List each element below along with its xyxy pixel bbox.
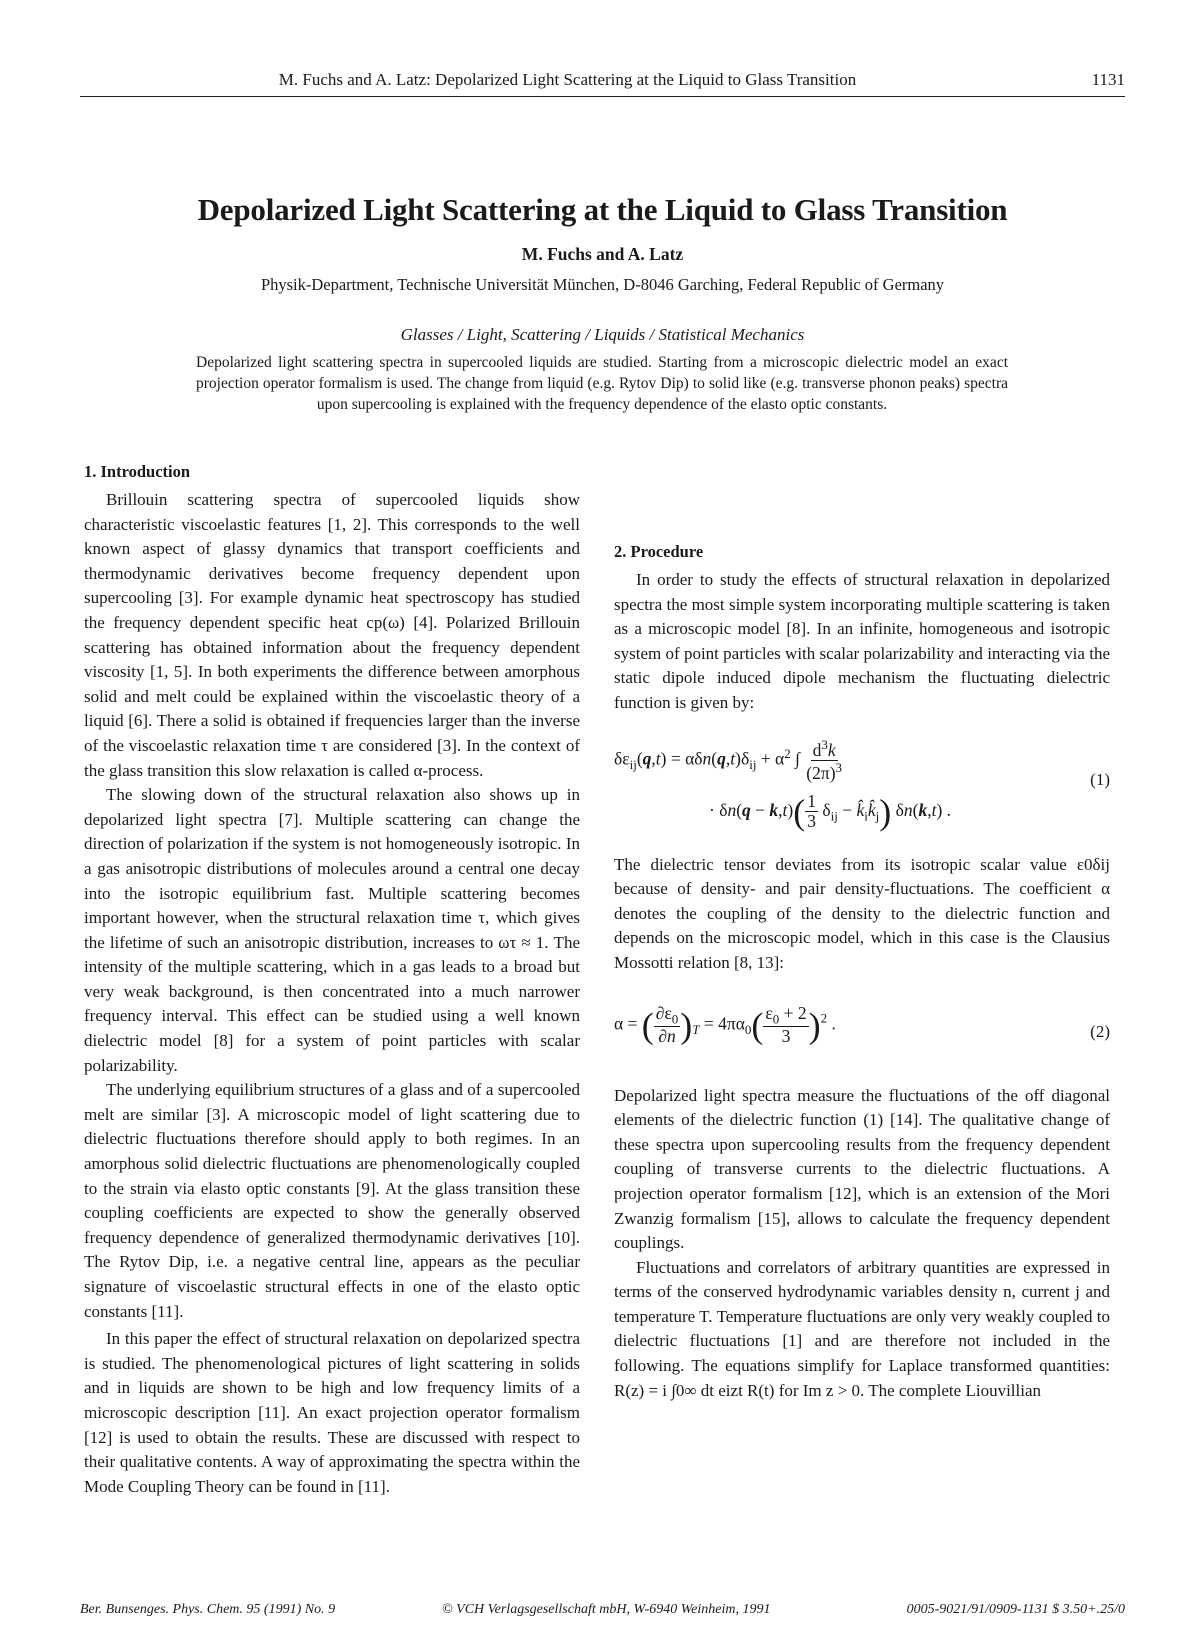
- keywords: Glasses / Light, Scattering / Liquids / Statistical Mechanics: [400, 325, 805, 344]
- intro-paragraph-3: The underlying equilibrium structures of a glass and of a supercooled melt are similar [3]. A microscopic model of light scattering due to dielectric fluctuations therefore should apply to both regimes. In an amorphous solid dielectric fluctuations are phenomenologically coupled to the strain via elasto optic constants [9]. At the glass transition these coupling coefficients are expected to show the generally observed frequency dependence of generalized thermodynamic derivatives [10]. The Rytov Dip, i.e. a negative central line, appears as the peculiar signature of viscoelastic structural effects in one of the elasto optic constants [11].: [84, 1080, 580, 1321]
- footer-code: 0005-9021/91/0909-1131 $ 3.50+.25/0: [906, 1602, 1125, 1617]
- intro-paragraph-4: In this paper the effect of structural relaxation on depolarized spectra is studied. The phenomenological pictures of light scattering in solids and in liquids are shown to be high and low frequency limits of a microscopic description [11]. An exact projection operator formalism [12] is used to obtain the results. These are discussed with respect to their qualitative contents. A way of approximating the spectra within the Mode Coupling Theory can be found in [11].: [84, 1329, 580, 1496]
- footer-journal: Ber. Bunsenges. Phys. Chem. 95 (1991) No. 9: [80, 1602, 336, 1617]
- affiliation: Physik-Department, Technische Universität München, D-8046 Garching, Federal Republic of Germany: [260, 275, 945, 294]
- section-heading-introduction: 1. Introduction: [84, 462, 191, 481]
- footer-publisher: © VCH Verlagsgesellschaft mbH, W-6940 Weinheim, 1991: [442, 1602, 771, 1617]
- procedure-paragraph-3: Depolarized light spectra measure the fluctuations of the off diagonal elements of the dielectric function (1) [14]. The qualitative change of these spectra upon supercooling results from the frequency dependent coupling of transverse currents to the dielectric fluctuations. A projection operator formalism [12], which is an extension of the Mori Zwanzig formalism [15], allows to calculate the frequency dependent couplings.: [614, 1085, 1110, 1253]
- equation-2: [614, 976, 1110, 1084]
- intro-paragraph-1: Brillouin scattering spectra of supercooled liquids show characteristic viscoelastic features [1, 2]. This corresponds to the well known aspect of glassy dynamics that transport coefficients and thermodynamic derivatives become frequency dependent upon supercooling [3]. For example dynamic heat spectroscopy has studied the frequency dependent specific heat cp(ω) [4]. Polarized Brillouin scattering has obtained information about the frequency dependent viscosity [1, 5]. In both experiments the difference between amorphous solid and melt could be explained within the viscoelastic theory of a liquid [6]. There a solid is obtained if frequencies larger than the inverse of the viscoelastic relaxation time τ are considered [3]. In the context of the glass transition this slow relaxation is called α-process.: [84, 490, 580, 780]
- running-head-title: M. Fuchs and A. Latz: Depolarized Light Scattering at the Liquid to Glass Transition: [278, 70, 857, 89]
- authors: M. Fuchs and A. Latz: [521, 244, 684, 264]
- page-number: 1131: [1091, 70, 1125, 89]
- procedure-paragraph-1: In order to study the effects of structural relaxation in depolarized spectra the most simple system incorporating multiple scattering is taken as a microscopic model [8]. In an infinite, homogeneous and isotropic system of point particles with scalar polarizability and interacting via the static dipole induced dipole mechanism the fluctuating dielectric function is given by:: [614, 570, 1110, 712]
- procedure-paragraph-2: The dielectric tensor deviates from its isotropic scalar value ε0δij because of density- and pair density-fluctuations. The coefficient α denotes the coupling of the density to the dielectric function and depends on the microscopic model, which in this case is the Clausius Mossotti relation [8, 13]:: [614, 854, 1110, 972]
- section-heading-procedure: 2. Procedure: [614, 542, 704, 561]
- equation-1: [614, 716, 1110, 853]
- equation-2-number: (2): [1090, 1021, 1110, 1041]
- paper-title: Depolarized Light Scattering at the Liquid to Glass Transition: [197, 192, 1008, 227]
- left-column: [84, 460, 580, 1499]
- equation-2-body: α = ( $\frac{\partial\varepsilon_0}{\partial n}$ )$_T = 4\pi\alpha_0$( $\frac{\varepsilon_0 + 2}{3}$ )$^2$ .: [614, 1002, 836, 1047]
- intro-paragraph-2: The slowing down of the structural relaxation also shows up in depolarized light spectra [7]. Multiple scattering can change the direction of polarization if the system is not homogeneously isotropic. In a gas anisotropic distributions of molecules around a central one decay into the isotropic equilibrium fast. Multiple scattering becomes important however, when the structural relaxation time τ, which gives the lifetime of such an anisotropic distribution, increases to ωτ ≈ 1. The intensity of the multiple scattering, which in a gas leads to a broad but very weak background, is then concentrated into a much narrower frequency interval. This effect can be studied using a well known dielectric model [8] for a system of point particles with scalar polarizability.: [84, 785, 580, 1075]
- abstract: Depolarized light scattering spectra in supercooled liquids are studied. Starting from a microscopic dielectric model an exact projection operator formalism is used. The change from liquid (e.g. Rytov Dip) to solid like (e.g. transverse phonon peaks) spectra upon supercooling is explained with the frequency dependence of the elasto optic constants.: [196, 354, 1008, 413]
- procedure-paragraph-4: Fluctuations and correlators of arbitrary quantities are expressed in terms of the conserved hydrodynamic variables density n, current j and temperature T. Temperature fluctuations are only very weakly coupled to dielectric fluctuations [1] and are therefore not included in the following. The equations simplify for Laplace transformed quantities: R(z) = i ∫0∞ dt eizt R(t) for Im z > 0. The complete Liouvillian: [614, 1257, 1110, 1400]
- equation-1-number: (1): [1090, 769, 1110, 789]
- right-column: [614, 540, 1110, 1403]
- equation-1-line-1: $\delta\varepsilon_{ij}(q,t) = \alpha\delta n(q,t)\delta_{ij} + \alpha^2$ ∫ $\frac{d^3k}{(2\pi)^3}$: [614, 736, 843, 783]
- equation-1-line-2: · δn(q − k,t)( $\frac{1}{3}$ $\delta_{ij}$ − $k̂_ik̂_j$) δn(k,t) .: [709, 790, 952, 832]
- running-head: [80, 70, 1125, 97]
